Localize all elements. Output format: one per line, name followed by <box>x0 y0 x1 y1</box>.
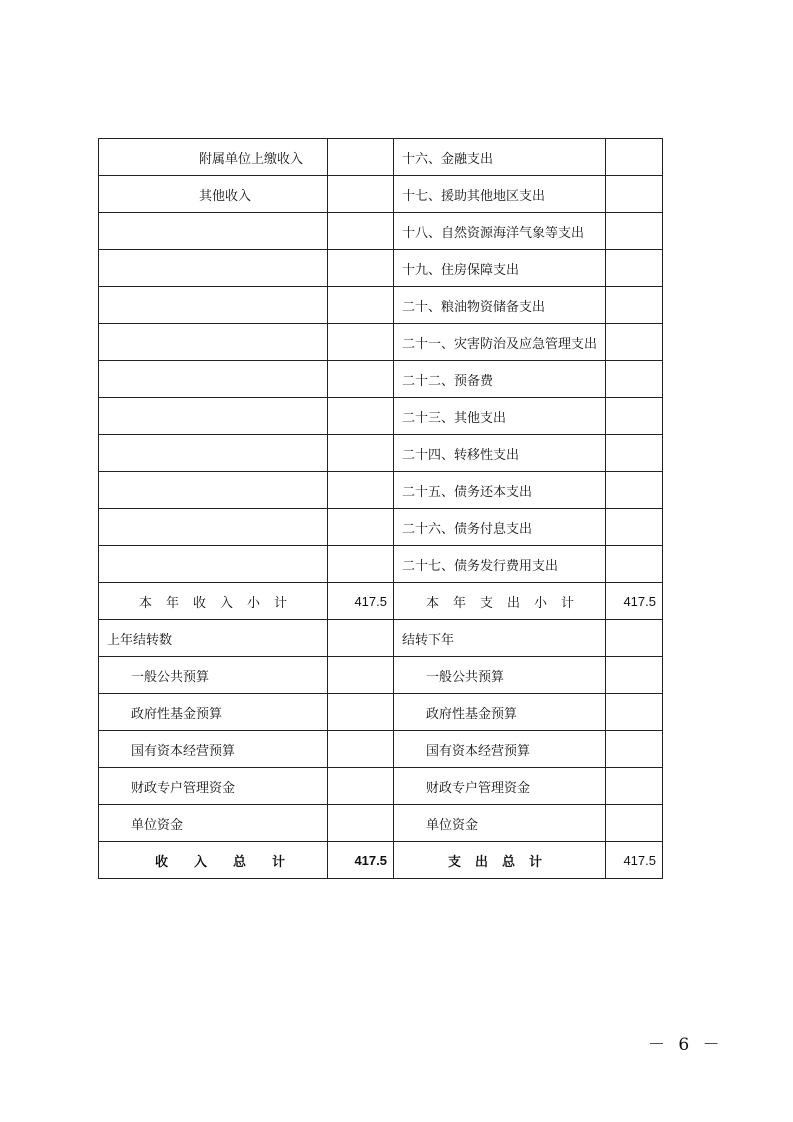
income-label-cell: 上年结转数 <box>99 620 328 657</box>
table-row <box>99 324 663 361</box>
expense-label-cell: 财政专户管理资金 <box>394 768 606 805</box>
expense-value-cell <box>606 250 663 287</box>
expense-label-cell: 二十三、其他支出 <box>394 398 606 435</box>
expense-label-cell: 十七、援助其他地区支出 <box>394 176 606 213</box>
income-label-cell: 本年收入小计 <box>99 583 328 620</box>
table-row <box>99 805 663 842</box>
income-value-cell <box>328 768 394 805</box>
table-row <box>99 398 663 435</box>
income-value-cell <box>328 472 394 509</box>
expense-label-cell: 二十一、灾害防治及应急管理支出 <box>394 324 606 361</box>
income-value-cell <box>328 509 394 546</box>
table-row <box>99 546 663 583</box>
expense-label-cell: 二十二、预备费 <box>394 361 606 398</box>
expense-label-cell: 二十五、债务还本支出 <box>394 472 606 509</box>
expense-value-cell: 417.5 <box>606 583 663 620</box>
income-value-cell <box>328 546 394 583</box>
income-label-cell: 政府性基金预算 <box>99 694 328 731</box>
expense-label-cell: 十六、金融支出 <box>394 139 606 176</box>
income-label-cell: 财政专户管理资金 <box>99 768 328 805</box>
table-row <box>99 176 663 213</box>
expense-value-cell <box>606 620 663 657</box>
table-row <box>99 657 663 694</box>
table-row <box>99 472 663 509</box>
expense-value-cell <box>606 176 663 213</box>
income-value-cell <box>328 435 394 472</box>
income-value-cell <box>328 176 394 213</box>
table-row <box>99 509 663 546</box>
expense-value-cell <box>606 546 663 583</box>
expense-value-cell <box>606 768 663 805</box>
table-row <box>99 731 663 768</box>
income-label-cell <box>99 213 328 250</box>
table-row <box>99 250 663 287</box>
expense-label-cell: 政府性基金预算 <box>394 694 606 731</box>
table-row <box>99 768 663 805</box>
income-value-cell <box>328 287 394 324</box>
table-row <box>99 287 663 324</box>
table-row <box>99 583 663 620</box>
expense-value-cell <box>606 324 663 361</box>
income-label-cell <box>99 250 328 287</box>
income-label-cell <box>99 324 328 361</box>
budget-table-body <box>99 139 663 879</box>
income-label-cell <box>99 435 328 472</box>
expense-value-cell <box>606 657 663 694</box>
expense-value-cell <box>606 287 663 324</box>
expense-label-cell: 本年支出小计 <box>394 583 606 620</box>
income-label-cell <box>99 287 328 324</box>
income-label-cell: 其他收入 <box>99 176 328 213</box>
expense-value-cell <box>606 398 663 435</box>
income-label-cell <box>99 546 328 583</box>
income-value-cell <box>328 620 394 657</box>
expense-value-cell <box>606 361 663 398</box>
expense-value-cell <box>606 509 663 546</box>
income-label-cell <box>99 398 328 435</box>
income-value-cell: 417.5 <box>328 583 394 620</box>
budget-table <box>98 138 663 879</box>
table-row <box>99 842 663 879</box>
income-value-cell <box>328 657 394 694</box>
income-value-cell <box>328 361 394 398</box>
table-row <box>99 694 663 731</box>
income-label-cell: 一般公共预算 <box>99 657 328 694</box>
expense-value-cell: 417.5 <box>606 842 663 879</box>
income-value-cell <box>328 139 394 176</box>
income-label-cell: 附属单位上缴收入 <box>99 139 328 176</box>
table-row <box>99 139 663 176</box>
expense-value-cell <box>606 435 663 472</box>
table-row <box>99 213 663 250</box>
income-value-cell <box>328 731 394 768</box>
expense-value-cell <box>606 731 663 768</box>
expense-value-cell <box>606 472 663 509</box>
income-value-cell <box>328 324 394 361</box>
table-row <box>99 435 663 472</box>
expense-value-cell <box>606 694 663 731</box>
expense-label-cell: 二十、粮油物资储备支出 <box>394 287 606 324</box>
table-row <box>99 361 663 398</box>
income-value-cell <box>328 694 394 731</box>
expense-label-cell: 十八、自然资源海洋气象等支出 <box>394 213 606 250</box>
expense-value-cell <box>606 139 663 176</box>
income-label-cell <box>99 509 328 546</box>
income-value-cell <box>328 805 394 842</box>
expense-label-cell: 单位资金 <box>394 805 606 842</box>
table-row <box>99 620 663 657</box>
income-label-cell <box>99 361 328 398</box>
expense-label-cell: 二十六、债务付息支出 <box>394 509 606 546</box>
income-value-cell: 417.5 <box>328 842 394 879</box>
expense-label-cell: 二十七、债务发行费用支出 <box>394 546 606 583</box>
expense-value-cell <box>606 805 663 842</box>
income-label-cell <box>99 472 328 509</box>
expense-value-cell <box>606 213 663 250</box>
expense-label-cell: 结转下年 <box>394 620 606 657</box>
income-value-cell <box>328 398 394 435</box>
income-value-cell <box>328 213 394 250</box>
income-value-cell <box>328 250 394 287</box>
income-label-cell: 单位资金 <box>99 805 328 842</box>
expense-label-cell: 十九、住房保障支出 <box>394 250 606 287</box>
expense-label-cell: 支出总计 <box>394 842 606 879</box>
page-number: － 6 － <box>648 1035 724 1055</box>
expense-label-cell: 二十四、转移性支出 <box>394 435 606 472</box>
expense-label-cell: 一般公共预算 <box>394 657 606 694</box>
income-label-cell: 国有资本经营预算 <box>99 731 328 768</box>
income-label-cell: 收入总计 <box>99 842 328 879</box>
expense-label-cell: 国有资本经营预算 <box>394 731 606 768</box>
